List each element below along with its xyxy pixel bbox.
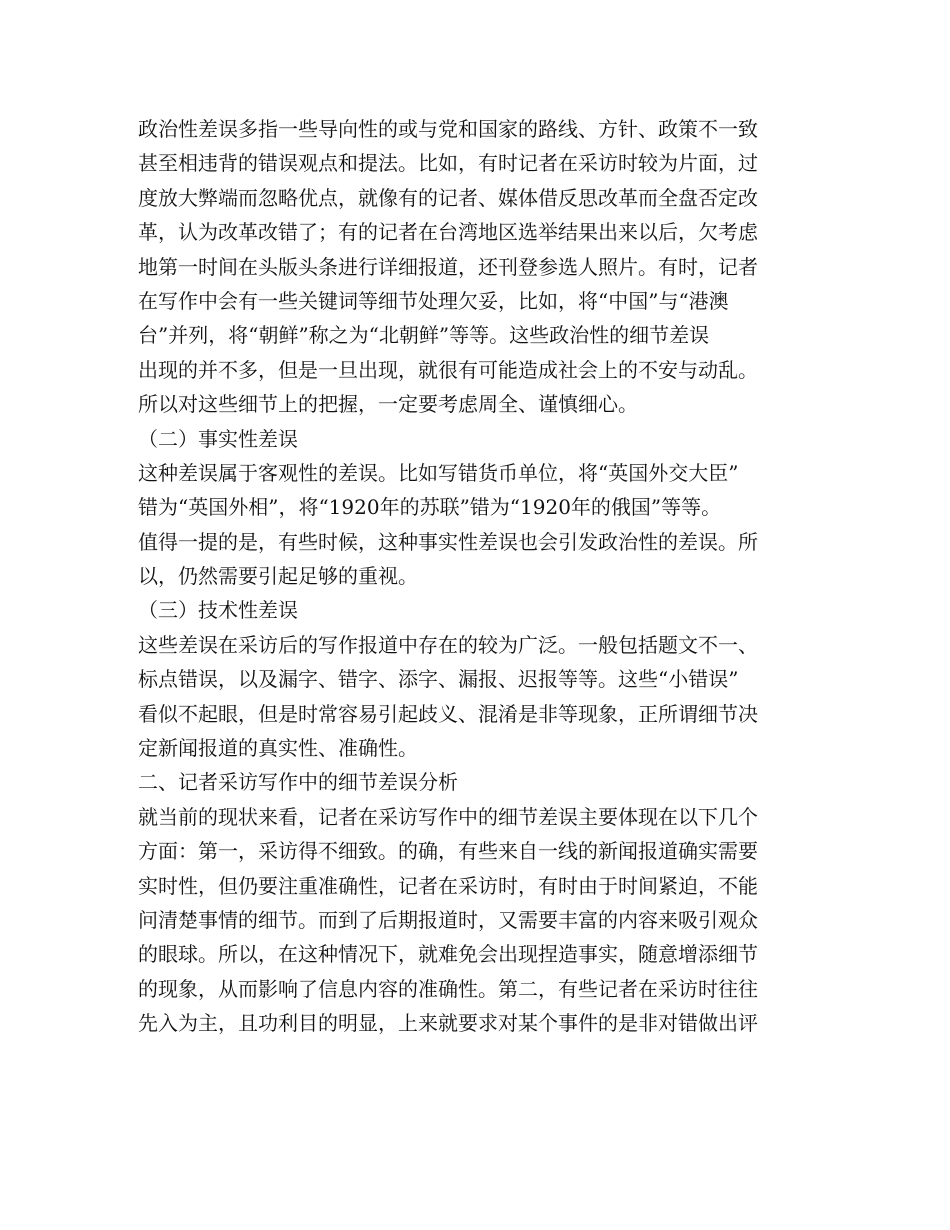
text-line: 这种差误属于客观性的差误。比如写错货币单位，将“英国外交大臣” (138, 460, 739, 485)
text-line: 定新闻报道的真实性、准确性。 (138, 736, 418, 761)
text-line: 的眼球。所以，在这种情况下，就难免会出现捏造事实，随意增添细节 (138, 942, 758, 967)
text-line: 二、记者采访写作中的细节差误分析 (138, 770, 458, 795)
text-line: 看似不起眼，但是时常容易引起歧义、混淆是非等现象，正所谓细节决 (138, 701, 758, 726)
text-line: 方面：第一，采访得不细致。的确，有些来自一线的新闻报道确实需要 (138, 839, 758, 864)
paragraph (138, 628, 818, 766)
text-line: 所以对这些细节上的把握，一定要考虑周全、谨慎细心。 (138, 392, 638, 417)
text-line: 出现的并不多，但是一旦出现，就很有可能造成社会上的不安与动乱。 (138, 357, 758, 382)
text-line: （二）事实性差误 (138, 426, 298, 451)
text-line: 标点错误，以及漏字、错字、添字、漏报、迟报等等。这些“小错误” (138, 667, 739, 692)
paragraph (138, 456, 818, 594)
text-line: 在写作中会有一些关键词等细节处理欠妥，比如，将“中国”与“港澳 (138, 288, 729, 313)
text-line: 度放大弊端而忽略优点，就像有的记者、媒体借反思改革而全盘否定改 (138, 185, 758, 210)
paragraph (138, 800, 818, 1041)
text-line: 政治性差误多指一些导向性的或与党和国家的路线、方针、政策不一致 (138, 117, 758, 141)
text-line: （三）技术性差误 (138, 598, 298, 623)
text-line: 这些差误在采访后的写作报道中存在的较为广泛。一般包括题文不一、 (138, 632, 758, 657)
document-body (138, 112, 818, 1041)
text-line: 先入为主，且功利目的明显，上来就要求对某个事件的是非对错做出评 (138, 1011, 758, 1036)
text-line: 就当前的现状来看，记者在采访写作中的细节差误主要体现在以下几个 (138, 804, 758, 829)
text-line: 革，认为改革改错了；有的记者在台湾地区选举结果出来以后，欠考虑 (138, 220, 758, 245)
text-line: 问清楚事情的细节。而到了后期报道时，又需要丰富的内容来吸引观众 (138, 907, 758, 932)
text-line: 甚至相违背的错误观点和提法。比如，有时记者在采访时较为片面，过 (138, 151, 758, 176)
text-line: 台”并列，将“朝鲜”称之为“北朝鲜”等等。这些政治性的细节差误 (138, 323, 710, 348)
paragraph (138, 593, 818, 627)
text-line: 的现象，从而影响了信息内容的准确性。第二，有些记者在采访时往往 (138, 976, 758, 1001)
paragraph (138, 765, 818, 799)
paragraph (138, 112, 818, 422)
text-line: 实时性，但仍要注重准确性，记者在采访时，有时由于时间紧迫，不能 (138, 873, 758, 898)
text-line: 值得一提的是，有些时候，这种事实性差误也会引发政治性的差误。所 (138, 529, 758, 554)
text-line: 以，仍然需要引起足够的重视。 (138, 564, 418, 589)
text-line: 地第一时间在头版头条进行详细报道，还刊登参选人照片。有时，记者 (138, 254, 758, 279)
text-line: 错为“英国外相”，将“1920年的苏联”错为“1920年的俄国”等等。 (138, 495, 722, 520)
paragraph (138, 422, 818, 456)
